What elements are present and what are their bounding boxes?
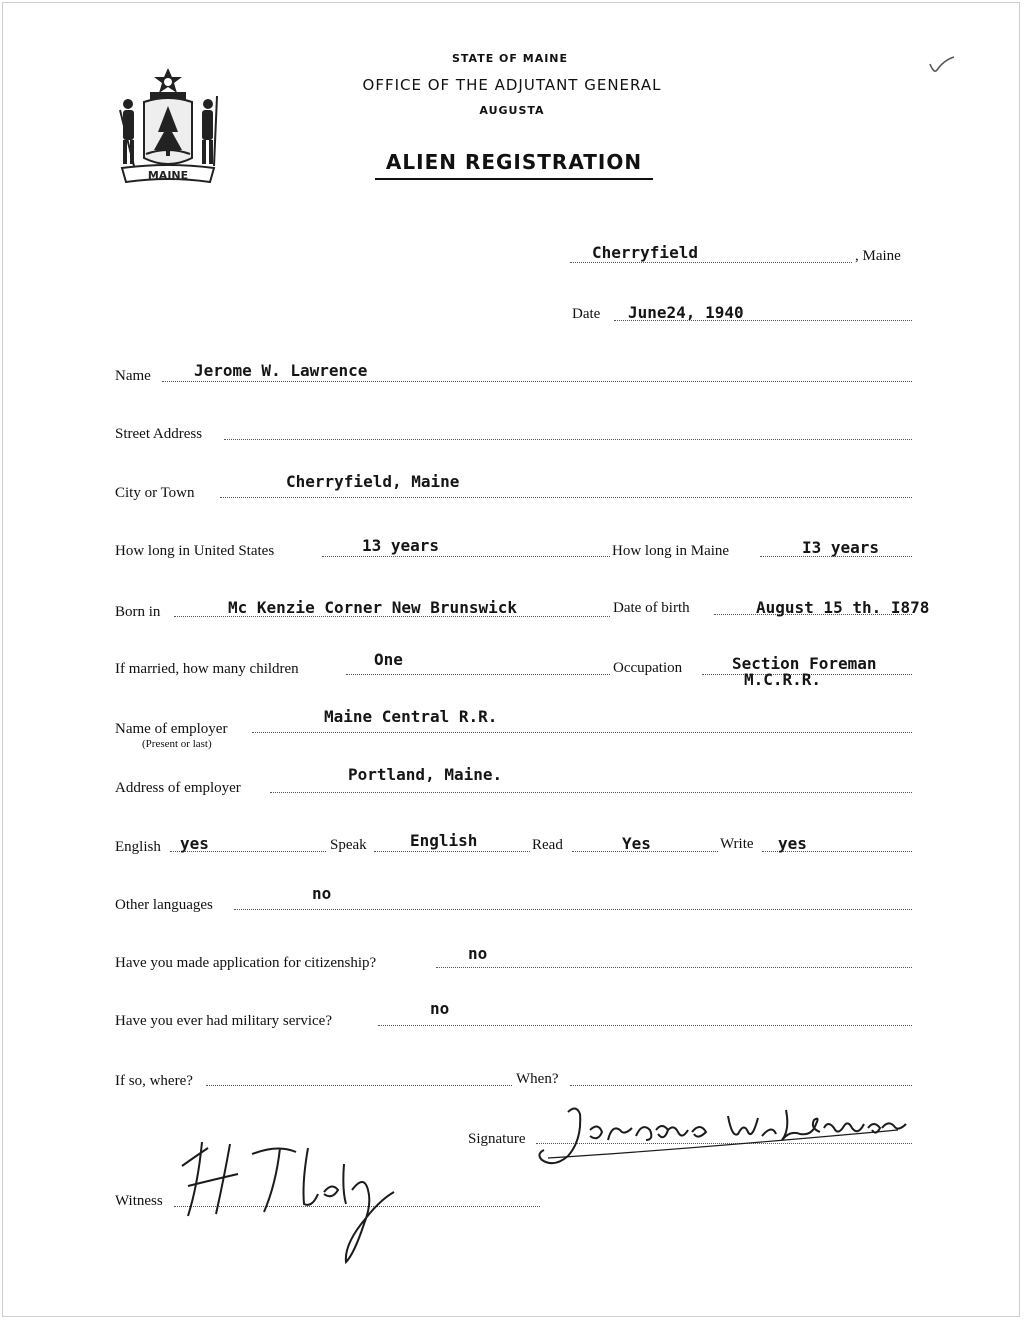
witness-signature bbox=[168, 1134, 408, 1266]
read-value: Yes bbox=[622, 834, 651, 853]
city-or-town-value: Cherryfield, Maine bbox=[286, 472, 460, 491]
maine-suffix-label: , Maine bbox=[855, 248, 901, 264]
employer-address-value: Portland, Maine. bbox=[348, 765, 503, 784]
occupation-value-line2: M.C.R.R. bbox=[744, 670, 822, 689]
town-value: Cherryfield bbox=[592, 243, 698, 262]
state-heading: STATE OF MAINE bbox=[451, 52, 569, 65]
how-long-us-value: 13 years bbox=[362, 536, 440, 555]
date-label: Date bbox=[572, 306, 601, 322]
children-value: One bbox=[374, 650, 403, 669]
read-label: Read bbox=[532, 837, 563, 853]
how-long-us-label: How long in United States bbox=[115, 543, 275, 559]
date-value: June24, 1940 bbox=[628, 303, 744, 322]
english-value: yes bbox=[180, 834, 209, 853]
city-heading: AUGUSTA bbox=[479, 104, 545, 117]
employer-label: Name of employer bbox=[115, 721, 228, 737]
other-languages-value: no bbox=[312, 884, 332, 903]
military-value: no bbox=[430, 999, 450, 1018]
other-languages-line bbox=[234, 909, 912, 910]
town-line bbox=[570, 262, 852, 263]
employer-line bbox=[252, 732, 912, 733]
date-of-birth-label: Date of birth bbox=[613, 600, 690, 616]
employer-address-line bbox=[270, 792, 912, 793]
citizenship-value: no bbox=[468, 944, 488, 963]
employer-note: (Present or last) bbox=[142, 738, 212, 750]
when-line bbox=[570, 1085, 912, 1086]
city-or-town-line bbox=[220, 497, 912, 498]
occupation-label: Occupation bbox=[613, 660, 683, 676]
employer-address-label: Address of employer bbox=[115, 780, 241, 796]
children-line bbox=[346, 674, 610, 675]
write-value: yes bbox=[778, 834, 807, 853]
speak-line bbox=[374, 851, 530, 852]
name-value: Jerome W. Lawrence bbox=[194, 361, 368, 380]
witness-label: Witness bbox=[115, 1193, 163, 1209]
where-line bbox=[206, 1085, 512, 1086]
military-line bbox=[378, 1025, 912, 1026]
speak-label: Speak bbox=[330, 837, 367, 853]
signature-label: Signature bbox=[468, 1131, 526, 1147]
how-long-maine-value: I3 years bbox=[802, 538, 880, 557]
office-heading: OFFICE OF THE ADJUTANT GENERAL bbox=[362, 76, 662, 94]
born-in-label: Born in bbox=[115, 604, 161, 620]
street-address-label: Street Address bbox=[115, 426, 203, 442]
date-of-birth-value: August 15 th. I878 bbox=[756, 598, 930, 617]
how-long-us-line bbox=[322, 556, 610, 557]
name-label: Name bbox=[115, 368, 151, 384]
name-line bbox=[162, 381, 912, 382]
write-label: Write bbox=[720, 836, 754, 852]
city-or-town-label: City or Town bbox=[115, 485, 195, 501]
when-label: When? bbox=[516, 1071, 559, 1087]
english-label: English bbox=[115, 839, 161, 855]
how-long-maine-label: How long in Maine bbox=[612, 543, 730, 559]
citizenship-line bbox=[436, 967, 912, 968]
speak-value: English bbox=[410, 831, 478, 850]
applicant-signature bbox=[528, 1100, 910, 1172]
street-address-line bbox=[224, 439, 912, 440]
form-title: ALIEN REGISTRATION bbox=[375, 150, 653, 180]
children-label: If married, how many children bbox=[115, 661, 299, 677]
where-label: If so, where? bbox=[115, 1073, 193, 1089]
born-in-value: Mc Kenzie Corner New Brunswick bbox=[228, 598, 517, 617]
military-label: Have you ever had military service? bbox=[115, 1013, 332, 1029]
seal-text: MAINE bbox=[147, 169, 189, 182]
other-languages-label: Other languages bbox=[115, 897, 213, 913]
citizenship-label: Have you made application for citizenship? bbox=[115, 955, 377, 971]
occupation-value-line1: Section Foreman bbox=[732, 654, 877, 673]
employer-value: Maine Central R.R. bbox=[324, 707, 498, 726]
